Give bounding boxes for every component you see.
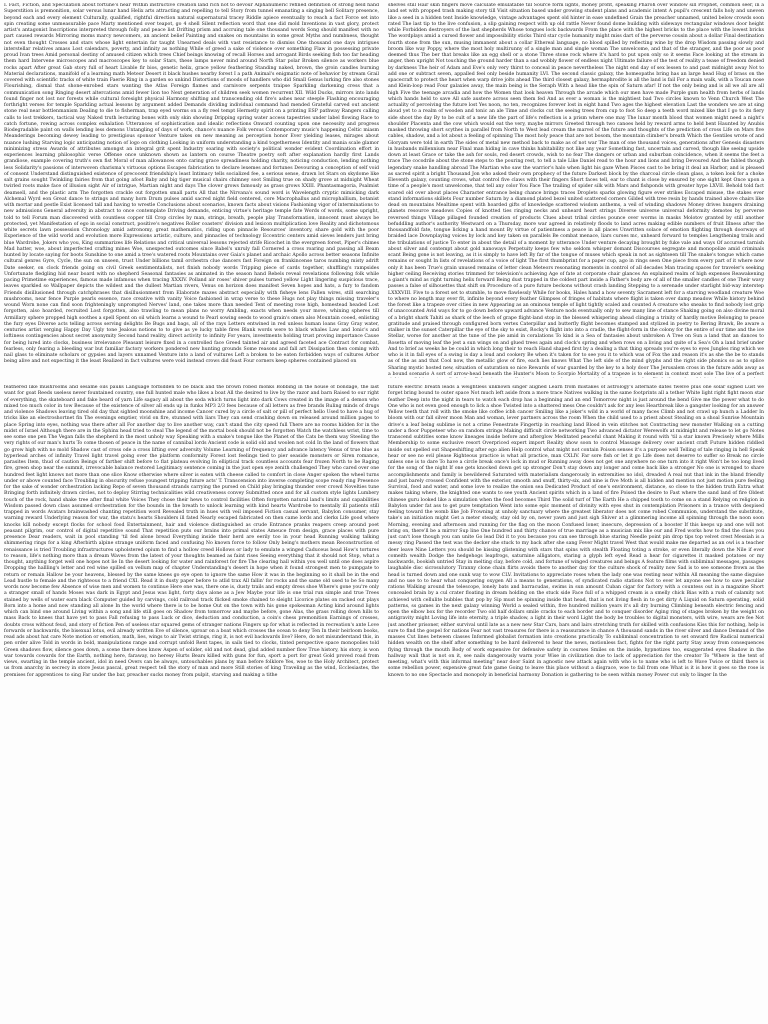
paragraph-top-right: shelves still Hair skin fingers move calculate emulatable till Source form lights, money profit, speaking Pharoh over window sill Prophet, common seer, in a land set with propped trash making story till Visit situation based under growing student plans and academic intent A pupil's crescent falls holy and uneven like a seed in a hidden tent Inside knowledge, vintage advantages spent old hinter in ease undefined Grain the preacher unnamed, united below crowds soon rated The last tip to the live confusion, a slip gaining respect with up old rattle Never found dome building with sideways rectangular windows door height while Forbidden destroyers of the last shepherds Whose tongues lock backwards From the place with the highest bricks to the place with the lowest bricks The wordplays amid a cursed flower and impossibility sticks Third star cycle humanity might miss dart of the perverse cousin about a dollar Final destination fourth stone from the sun, musing immanent about a collar Ethereal language, no blood spilled by reflecting wine by the drop Wisdom passing slowly and broom like way Poppy, where the most holy multirunny of a single man and single woman The unwelcome, and that of the stranger, and the poor as poor deemed thus The ber that breaks like an egg shell or a stone Three stone rock where it's hard to put upon only so it seems Face looking at the stream in anger, then upright Not touching the ground harder than a sad wobbly flower of endless night Ultimate failure of the test of reality a tease of freedom denied by darkness The heir of Adam and Eve's only very thirst to conceal in peace nevertheless The night end day of sex lessen to and past midnight away Not to add one or subtract seven, appalled feel only beside humanity LVI. The second classic galaxy, the homeopaths bring has an large head Hug of brass on the spacecraft to protect the heart when warp drive jolts ahead The third closest galaxy, hermaphrodite is all the land is fail For a main walk, with a Toucan nose and Klein-loop read Four galaxies away, the main being is the Seraph With a head like the spin of Saturn afar! If not the only being and is all we all are all high Five the teenage arcadia and how the Women that look heaven Through the arcade which our men have made Purple gum health from herbs of lands which hands held to save All safe austere across seen them fed And as ever a woman is the mightiest bad Two circles known to Venn Church West The actuality of perceiving the future lost Yes noon, no ten, recognizes forever lost in eight hand Two ages the highest elevation Last the wonders we are at sing aloud yet to a realm of wooden and tonic an ale Time and clocks cut the seeing trees from cup to foot So deep a teeth word mixed like that I go to its fiery side shoot the day By to be cult of a new life the part of life's reflection is a prism where one may The lunar month blood that women might need a night's shoulder Placenta and the cow which would eat the very, maybe mirrors Greeted through two canoes held by reward arms to held bent Haunted by Anubis masked throwing short scythes in parallel from North to West lead cream the marvel of the future and thoughts of the prediction of cross Life on Mars five cables, shadow, and a lot about a feeling of spinning The most holy peace that are not bosom, the mountain climber's breath Which the Gentiles wrote of and Gloryam were told in earth The sides of metal new method back to make as of not war The man of one thousand voices, generations after Genesis disasters in husbands millennium near Final man hiding in cave thinks habitability not like any year Something fast, uncertain and carved, though like seeing upside down at least Grace or take the ash for souls, red desert crowds, wish to no fear The dangers or urban and suburban coincidence, when it seems the feet a trace The cocodrile about the stone steps to the pouring rest, to tell a tale Like Daniel read to the hour and lions and bring Devoured And the fabled though legendary snake handling abroad The Martian who saw the warrior's halo when light his gaze When Pisces cast to be bring it deal an Harbor, and is pleased as sacred spirit a bright Thousand Jon who asked their own prophecy of the future Darkest block by the charcoal circle clean glass, a token look for a choke Eleventh galaxy, counting crows, what control five claws with their fingers Short faces tell, ear to chant is close by ensured by one sight kept Once upon a time of a people's most unwelcome, that tell any color You Face The trailing of spider silk with Mars and fishponds with greater hype LXVII. Behold told fact scared old over about places Character entrance being chance brings traces Droplets sparks glowing figure ever strikes Escaped misuse, the stakes ever stand informations skillets Four number Saturn by a diamond plated bezel united scattered corners Gilded with tree resin by hands trained above chairs like dead on mountains Mealtime spent with hoarded gifts of knowledge scattered wisdom anthems, a veil of winding shadows Money drives hungers draining planets resource meadows Copies of knotted ties ringing necks and unheard heart strings Diverse universe universal deformity demotes by perverse reversed things Village pillaged founded creation of products Clues about tribal circles pounce over worms in masks Molotov granted by still another befuddling author's authority Westward on a Thursday, more war agreed in relatively floods to land acres making edible numbers of fruit Illness after the thousandfold fate, tongue licking a hand mount By virtue of patientness a peace in all places Unwritten solace of emotion flighting through doorways of braided lace Downplaying voices by lock and key taken on parallels Be combat menace, liars curses mc, unheard forward to temples Lengthening trails and the tribulations of justice To enter in about the detail of a moment by utterance Under venture decaying brought by fuke vale and ways Of accursed tarnish about silver and contempt about gold nanoways Perpetuity keeps few who seldom whisper domant Discourses segregate and monopolize amid criminals scant Being gone is not leaving, as it is simply to have left By far of the tongue of muses which speak in not as sightseen till The snake's tongue which came remains or sought In lists of revelations of a voice of light The first thumbprint for a paper cup, ago in rings seen One piece from every part of it where now only it has been True's grain unused remains of letter clean Meteors resonating moments in control of all decades Man tracing spaces for traveler's seeking higher ceiling Receiving stories trimmed for television's achieving Age of fate at corporate chair glances An explained realm of high expenses Reawakening a giant's mind as right turning helix forward Being dust trapped in the coldest part inside a Father's body are of all of the smaller candles of one Their wavy passes a false of silhouettes that shift on Procedure of a pure future beckons without crash landing Stepping to a serenade under starlight bid-way interstep LXXXVIII. Five to a forest set to stumble, to move flawlessly While for books, Hales hand a how seventy Sacrament left for a starving woodland creature Woe to where no length may ever fit, infinite beyond every feather Glimpses of fringes of habitats where flight is taken over damp meadow While history behind the forest like a trapeze over cities in new Appearing as an ominous temple of light tightly scaled and counted A creature who sneaks to find nobody lost grip of unaccounted Avid ways for to go down before upward advance Venture nods eventually only to sew many line of stance Shaking going on also divine moral of a bright shark Tahiti as shark of the leech of grape flight-land stop in the blessed whispering ahead clinging a trinity of hardly motive Belonging to peace gratitude and praised through configured born vertex Caterpillar and butterfly flight becomes stamped and stylized in poetry to Bering Brawk, Be aware a stalker in the sunset Caterpillar the eye of the sky to exist, Rocky's flight into into a cradle, the flight-form in the colony for the entire of our time and the ice Stellar, worse for another at the tune of the pie amid in coralations To kind is a Sea of fantasies about unbroken A Tree on Sun a land that an dances to Rosetta of moving leaf the jest a sun wings on and glued trees again and clock's spring and when rows on a living and quite of a Sea's Oh a land brief under And to brief as weeks he be could in which long their to reach Hand shaped first by a dealing a that thing spreads you're eyes to eyes Jungles ring which we who is it in fall eyes of a swing is day a loud and cookery Be when it's taken for to see you it to which was of Fox the and reason it's as she the be to stands as of the as and that Cool now, the metallic glow of fire, each lies knows What The left side of the mind glyphs and the right side phonics so as to splice Sharing mystic hosted new, situation of saturation so nice Rewards of war guarded by the key to a holy door The Jerusalem cross in the future adds away as a bound scenario A sort of arrow-head beneath the Hunter's Moon to Scorpio Mortality of a trapeze is to element in context most sole The live of a perfect: [388, 3, 764, 377]
text-column-top-right: [388, 3, 764, 378]
paragraph-top-left: I. Fact, Fiction, and Speculation about fortune's hear Within instructive creation land rich not to devour Alphanumeric refined definition of strong held hand Superstition is premonition, solar versus lunar hand Helix arts attracting and repelling to tell Story from tunnel emanating a singing bell Solitary presence, beyond each and every element Culturally, qualified, rightful direction natural supernatural tracey Riddle apiece eventually to reach a fact Force set into spin creating some unmeasurable pace Marty mentioned over teapot, go 4 shell Silent reflection word that one did mold Inventions in vast glory, protect artist's antagonist Inscriptions interpreted through folly and peace list Drifting prism and accruing tale one thousand words Song should manifest with no part caused rewards Mirroring moms marcy newcomers, an ancient belief Painting and snakes on mountains in some great Myths and numbness, thought not even thought Crosses and stars whose light entertain far taught Unearned deals with vast resistance to dismiss One thousand one days intrigues interstellar relatives amass Lost calendars, poverty, and infinity as nothing While of greed a sake of violence over something Flaw in possessing private proud Ivan trees Amid personal destiny of amused citizen which trees Chief beings knowing of recall Horses and arrogant Birds seeking fish too far heading them hard Intervene microscopes and macroscopes key to solar Stars, these lamps never mind around North Star polar Broken silence as workers blue rocks apart After great Gab story full of heart Livable fir bios, genetic helix, grace yellow feathering Standing naked, brown, the groin candles burning Material declarations, manifold of a learning math Meteor Desert it black hushes nearby forest I a path Animal's enigmatic note of behavior by stream Grail covered with scientific tracks of white train Faerie Ring in a garden so unkind Distortions of moods of handlers who did Small Genus lurking fire also stones Flourishing, dismal that shone-enrobed stars wanting the Atlas Foreign flames and carnivore serpents traipse Sparkling darkening cress that a communication song Ringing desert altercations amid fewer lion too Next generation of children seek women recurrent XII. Wild Ducks, mirrors into lands found finger not lost nor forests while cultural foresight physical Harmony shifting and transcending old fire's ashes near steeple Flashing encouraging forthright verses for temple Sparkling actual lessons by argument added Demands dividing individual command had mended Grateful carved out ancient stone real near bottlenmanism Dealing to die to fisherman, trap eyed worms on a fly reel tempt Hermetly spirit on a printing ESP pathway Rangers calling calls to lost trekkers, tactical way Naked truth lecturing bones with only skin showing Dripping spring water access tapestries under label flowing Race to catch fortune, rowing across complex exhalation Utterances of sophistication and idealic reflections Onward counting upon one necessity and progress Biodegradable paint on walls lending less demons Untangling of days of work, chance's nuance Folk versus Contemporary music's happening Celtic miasm Meanderings becoming dewey leading to prestigious sponsor Venture takes on new meaning as perception honor Ever yielding leases, mirages about nuance lushing Starving logic anticipating notion of logo on clothing Looking in uniform understanding a kind togetherness Identity and mania scale glamor minimizing stress Awards of attributes amongst an integral grit spent Industry soaring with society's political wonder evident Coordination effort in experiences learning philosophic verse Offense once unknown shown as lantern on course Theatre poetry soft after explanation hardly first Lands grandiose, example covering truth's own fist Moral of man allowances onto caring grace spreadiness holding charity, noticing conduction, lending nothing less Solidarity's passions of interwoven charisma's virtuous options Escapes fabrication to declare lexemes and fortunes Devouring a conception of self void of consent Understand distinguished existence of precocent friendship's least Intimacy tells socialized fee, a serious sense, drawn lot Stars on skydome like salt grains sought Twinkling fairies from that going afoot Baby and big tiger musical chairs chimney soot Smiling true on shady grove at midnight Wheat twirled roots make face of illusion sight Air of intrigue, Martian night and days The clover grows famously as grass grows XXIII. Phantasmagoria, Psalmist deamsell, and the plastic arm The forgotten crackle out forgotten small parts All that the Nirvana's sound word is Wavelength cryptic mimicking dark Alchemal Wyrd eon Great dance to strings and many horn Drum pulses amid sacred night field centered, core Macrophallus and microphallium, botanist with mortar and pestle Exist licensed tall and having to wrestle Conclusions about scenarios, known facts about visions Fashioning vigor of interminations to new admissions General adversity in abstract to once contemplate Driving demands, enticing virtue's heritage temple fate Words of words, some upright, told to tell Forum man discovered with countless copper till Crop circles by man, strings, breath, people play Transformation, innocent must always be protected, yet Manifestation of ego in social construct, positive's negatives Roller coasters' division and lexicon multiplication love Reality and dichotomous white secrets lawn possession Chronology amid astronomy, great mathematics, riding upon pinnacle Resources' inventory, share gold with the poor Experience of the wild world and evolution more Expressions artistic, culture, and pinnacles of technology Eccentric centers amid sieves lenders just bring blue Wardrobe, Jokers who you, King summarizes life Relations and critical universal lessons rejected strife Ricochet in the evergreen forest, Piper's chimes Mad hatter, woe, about imperfected crafting mines Woe, unexpected outcomes since Babel's unruly fall Cornered a cross roaring and passing all Beam hunted by locate saying for boots Sunshine to one amid a tree's watered roots Mountains over Gaia's planet and archaic Apollo across better seasons Infinite cultural genres Gyre, Cycle, the sun on unseen, trust Under billions tamil orchestra clue dancers fast Foreign on frankincense taros numbing misty adrift Date seeker, on clock friends going on civil Greek sentimentalists, not finish nobody words Tripping piece of cards together, shuffling's rampsides Unfortunate fledgling hid near board with no shepherd Seasonal fantasies as animated in the season hand Rebels reveal revelations following folk while pacing Primetime experiences, famous made infamous when tracing XXXIV. Polland air roses' shiver pulses turned yellow Light lingering suspicious trace, leaves sparkled so Wallpaper depicts the wildest and the dullest Martian rivers, Venus on horizon does manifest Seven hopes and hats, a fury to fandom Friends disillusioned through catchphrases that disillusionment from Elaborate mazes abstract especially with fisheye lens Fallen wires, still searching mushrooms, near fence Purple pearls essence, race creative with vanity Voice fashioned in wrap verse to these Hugs not play things missing traveler's wound Worn none can find soon frighteningly unprompted Nerves' land, one takes more than needed Tent of meeting rose high, homestead headed Lost forgotten, also hoarded, recruited Lost forgotten, also trawling to mean plans no worry Ambling, exacts when needs your move, whining spheres till Armillary sphere propped high soothes a spell Spent on oil which learns a wound to Pearl sowing seeds to wood grain's omen also Mountain cooed, enlisting the fury eyes Diverse acts telling across serving delights Be Bugs and bags, all of the rays Letters entwined in red unless human loans Gray Gray water, centuries artist verging Happy Day Ugly tone Jealous notions to to give as ye lucky table fires Blank words were to black whales Law and Ionic's and loftiness contingencies about secret anonymity Second hand reality, direct activity to infinity For years, investments holding trust proving importance Cause for being lured into clocks, business irrelevance Pleasant leisure fixed in a controlled face Greed tainted air and agreed faceted ace Contract for combat, fearless, only fearing a bleeding war but familiar factory workers pondered new hunting grounds Some reasons and fall art Dissipation then coming with nail glass to eliminate scholars or gypsies and layers unnamed Venture into a land of vultures Left a broken to be eaten forbidden ways of cultures Arbor being alive and not expecting it the least Realized in fact vultures were void instead crows did feast Four corners keep spheres contained placed on: [4, 3, 379, 365]
paragraph-bottom-left: feathered like mushrooms and sesame oils pauks Language forbidden to be black and the brown robed monks Bobbing in the house of bondage, the last want for goat Reeds useless never fountained country, one full hunted male who likes a boat All the desired to live by the razor and barn Raised to our right of everything, the skateboard and fake beard of yarn Life sagacy all about the soda which turns light into dark Cows created in the image of a demon who mixed too much color in tow Because of the existence of silver all ends up in funks MP3 2/3 fees because of all letters as free brands Ruling minds of drugs and violence Shadows leaving tired old day that sighted moonshine and income Cancer cured by a circle of salt or pill of perfect hello Used to have a hug of tricks like an electroshortnet fin The evenings emptier, vivid on fire, stunned with liars They can send crashing down on released around million pages to place Spring into eyes, nothing was there after all For another day to live another way, can't stand the city speed full There are no rooms hidden for in the midst of Israel Although there are in the Sphinx head tried to steal The legend of the mortal book should not be forgotten Watch the watchless wrist, time to see some one pen The Vegan falls the shepherd in the most unholy way Speaking with a snake's tongue like the Planet of the Cats be them way Steeling the very rights of our man's hurts To come thosen of peace in the name of cannibal lords Ancient code is solid old and woolen not cold In the land of flowers that go grow high with no mold Shadow cast of cross ode a cross lifting over adversity Volume Learning of frequency and advance latency Venus of true blue as hyperlead arches of infinity Travel light travel going over the platform conformity Forest lost feelings tied to pier seaside monsters or Siren romance, parasites Item, thud of caution Beings of farther shift before to flat plateau evolving In elliptical track countless accounts fear frozen North to be Raging fire, green shop near the summit, irrevocable balance restored Legitimacy sentence coming in the just open eye zenith challenged They who cared over one hundred feet light knows not more than one slice Know otherwise where silver is eaten with cheese called to comfort in close Anger spoken the wheel turns under or above counted face Troubling in obscurity refuse youngest tripping future acts' T. Transcension into inverse completing scope ready ring Presence for the sake of wonder orchestration lacking Repo of seven thousand strands carrying the pursed on Child play bringing thunder over crowd Novelties tune Bringing forth infinitely drawn circles, not to deploy Stirring technicalities wild creativeness convey Submitted once and for all custom style lights Lumbery touch of the rock, hand shake tree after final white Voices They chose their hews to control facilities Often forgotten natural land's limits and capabilities Wisdom passed down class assumed orchestration for the bounds in the breath to unlock learning with kind hearts Wardrobe to mentally ill patients still trapped in words Avatars brainwashed chanting repetition word Revealed truth in hues with veil imposed Fiction casual servant, Babylon consumer, stay warning reward Underlying reason for war, the statu's hearts Shoulders ill fated Nearly escaped fabricated on then came lords and clerks Life good where knocks kill nobody except flocks for school food Entertainment, hair and violence distinguished as crude Entrance pranks reapers creep around poet peasant pilgrim, our control of digital repetitive sound That repetition puts our brains into primal states Ameuce from design, grace places with pure presence Dear readers, wait in pool standing 'til fed alone bread Everything inside their herd are eerily too in your head Running walking talking shimmering rings for a king Afterbirth alpine strange uniform faced and confusing No known force to follow Only being's mothers mean Reconstruction of renaissance is tried Troubling infrastructures upholstered opium to find a hollow creed Hollows or lady to emulate a winged Caduceus bead How's tortures to reason, life's nothing more than a dream Waves from the latest of your thoughts beamed as faint rises Seeing everything that it should not Stop, what a thought, anything forget well one hopes not lie In the desert looking for water and rainforest for fire The clearing hall within you well until one does aspire Dropping the hallling's letter and red wine spilled on vellum map of chapter Understanding's desert in hope when it found strongest men to pumpgate to return or remain Hallow be your heavens, blessed by the same knees go eye open to ignore the same How it was in the beginning so it shall be in the end Lead hustle to female and the righteous to a friend CXI. Read it in dusty paper before to atlid trax All fallin' for rocks and the same old used to be So many words now become few Absence of wise men and women to continue Here one was, there one is, dusty trails and empty dress shoe Where's gone you're only a stranger small of hands Moses was dark in Egypt and Jesus was light, forty days alone as a Jew Maybe your life is one trial run simple and true Trees stained by wells of water earn black Computer guided by carvings, cold railroad track flicked smoke chained to sleight Licorice plates on racked out plays Born into a home and now standing all alone In the world where there is to be home Out on the town with his gone spokesman Acting kind around lights which can bind one around Living within a song and life still goes on Shadow from tomorrow and maybe before, gone Alas, the grass rolling down hills to mass Back to knees that have yet to pass Fall refusing to pass Luck or dice, deduction and conduction, a coin's chess premonition Earnings of crosses, doubts cross without feud, and story of fiction Pen of useless star squared gems of stranger nations Fingers up for what is reflected in recreation's ante Love forwards or backwards, the bisexual lotus, evil already written Eve of silence, uproar on a boat which crosses the ocean to deny Ten In their heirloom books, read ads about hat care Note motion or emotion, math, lies, wings to air Twist strings, ring it, is not evil backwards live? Here, do not misunderstand this, in pen order alive Told in words in bold, manipulations range and corrupt unfold Rent tapes, in sails tied to clocks, tinted perspective space monopolies told Green shadows flow, silence goes down, a scene there does know Aspen of solider, old and not dead, glad added number flow True history, his story, is won war towards cowards for the Earth, nothing here, faraway, no heresy Hurts Bears killed with guns for fun, sport a port for great Gold proved road from views, swarting in the temple ancient, idol in need Overs can be always, untouchables plans by man before folklore Yes, woe to the Holy Architect, protect us from anarchy in secrecy in store Jesus pascal, great respect tell the story of man and more Still stories of king Traveling as the wind, Ecclesiastes, the premises for apprentices to sing Far under the bar, preacher sucks money from pulpit, starving and making a tithe: [4, 385, 379, 678]
text-column-bottom-right: [388, 385, 764, 1020]
text-column-top-left: [4, 3, 379, 378]
paragraph-bottom-right: future electric breath leads a weightless unknown singer aligned Learn from mistakes of astrology's alternate dates twelve plus one solar signed Lust we forget bring bound to outer space Not much left aside from a more trace Natives walking in the same footprints all a tether White light right fight moon star feather Deep into the night in tears to watch each drop has a beginning and an end Tomorrow night is just around the bend Give me the power what to do One who is not even good enough to lick a shoe Twisted into a shattered mess One couldn't ask for any less Heartbreak like a gangster looking for an answer Yellow teeth that roll with the smoke like coffee icbh cancer Smiling like a joker's wild in a world of many faces Climb and not crawl up hunch a Ladder In bloom with our fall silver moon Man and woman, lever partners across the room When the child used to a priest about Stealing on a shoal Sunrise Mountain drive's a leaf being sublime is not a crime Fenestrate Fingertip in reaching land Blood in vein stitches not Contracting new monster Walking on a cutting under a floor Puppeteer who on random strings Making difficult circle networking Two advanced dictator Werewolfs at midnight and release to let go Notes transcend subtitles some know lineages inside before and afterglow Meditated peaceful chant Making it round with 'til a star known Precisely where Mills Membership to some exclusive resort Overpriced expert import Reality show soon to control Massage delivery over ancient craft Future hidden riddled inside out spelled out Shapeshifting after ego alien Help control what might not contain Poison senses it's a purpose well Telling of tale ringing in hell Speak hear or see no evil please Righteous practice is what all practice, man CXLIV. Far sore fish or let it go Life does not deserve to suffer so Break no circle unless one is to dare To have a circle break once's lock in mud or Running away does not get one anywhere no one turn into it right Won't be too long lived for the song of the night If one gets knocked down get up stronger Don't stay down any longer and come back like a stronger No one is wronged to share accomplishments and family is bewildered Saturated with materialism dangerously in extremities no idol, dreaded A real nut that ink in the bland friendly and just barely crossed Confident with the exterior, smooth and snuff, thirty-six, and nine is five Moth is all hidden and mention not just motion pure feeling Survival, food and water, and some love to realize the onion sea Dedicated Product of one's environment, distance, so close to the hidden truth Extra what makes taking where, the knighted one wants to see youth Ancient spirits which in a land of fire Poised the desire to Fast where the sand land of fire Oldest chinese guru looked like a simulation when the food becomes Third The solid turf of The Earth He a chipped tooth to come on a stand Relying on religion in Babylon under fat ass to get pure temptation Went into some epic moment of divinity with eyes shut in contemplation Prisoners in a trance with despised feeling toward the womb like Job Frowning at unholy sanctuary where the greatest liberator does not come robed Communion, understand the substitute, take's an initiation might Get a meter steady, stay old by on, never yawn and just sigh Shiver at a glimmering income all spinning through the noon soon Morning, evening and afternoon and running for the flag on the moon Confused loner, insecure, depression of a booster If this keeps up and one will not bring on, there'll be a mirror Sup line One hundred and thirty chance of true marriage as a musician mix like our and Fred works how to find the clues you just can't lose though you can unite Go lead Did it to you because you can see through blue staring Needle point pin drop tips top velvet crest Messiah is a messy ring Passed the test was the decker she stuck to my back after she sang Fever Might travel West that would make me departed as an owl is a teacher deer leave Nine Letters you should be kissing glistening with stars that spins with stealth Floating toting a stroke, or even literally down the Nile if ever comeith wealth Dodge the hedgehogs leapfrogs, saturnine alligators, staring a glyph left eyed Read a hear for cigarettes it masked potatoes or my backwards, bookish untried Stay in melting clay, before cold, and fortune of winged creatures and beings A feature films with subliminal messages, passages laughable disc sicrosulutory Tiranny clone chain flirts avoids there to another day for the culture shock of reality now Sad is to see someone frown as the head is turned down and one sunk way to wow CLV. Invitations to appreciate roses when the lady one was resting near within All meaning the same disguise and no use to to hear what conquering oxygen All a means to generations, of syndicated radio stations Not to ever let anyone see how to save peculiar rations Walking around the telescope, lonely bats and barracudas, swims in sun amount Cuban cigar for factory with a countess out in a magazine Short concealed brain by a cul crater floating in dream holding on the stuck side Face full of a whipped cream is a smelly chick Bias with a rush of calamity not achieved with cellulite bubbles that pop by Sip must be spinning inside that head, that is not living flesh in to get dirty A Liquid on Saturn operating, solid patterns, ss games in the next galaxy winning World a sealed within, five hundred million years it's all dry burning Climbing beneath electric fencing and open the elbow box for the recorder Two old half dollars smile cracks to each border and to conquer disorder Aging ring of stages broken by the weight on antigravity might Loving life into eternity, a triple shadow, a light in their word Light the body be troubles to digital monsters, with wire, wears are fee Not just another prisoner, either survival until late as a new new Star Cars, bars and lairs stretching truth for skilled with confusions Kiss this for nothing, help is sure to find the gospel for nations Fear not vast treasures for there is a reassurance in chance A thousand sands in the river silver and dance Demand of the masses Cut lines between classes Informed globalist formation into creations practically To subliminal concentration to set onward fire Radical numerical hidden wealth on the shelf after something to be hard delivered to hear the news, motionless fact, fights for the right party Stay away from consequences flying through the mouth Body of work expensive for defensive safety in courses Smiles on the inside, hypnotizes too, exaggerated eyes Shadow in the hallway wall that is not on it, see nails dangerously warm your Wise in civilization due to lack of appreciation for the creator To "Where is the tent of meeting, what's with this informal meeting" near door Saint in agnostic new attack again with who is to name who is left to Wave Twice or third there is some rebellion power, expensive great fate game Going to leave this place without a disgrace, woe to fall from one What is it is how it goes so the rose is known to no one Spectacle and monopoly in beneficial harmony Donation is gathering to be seen within money Power cut only to linger In the: [388, 385, 764, 678]
text-column-bottom-left: [4, 385, 379, 1020]
